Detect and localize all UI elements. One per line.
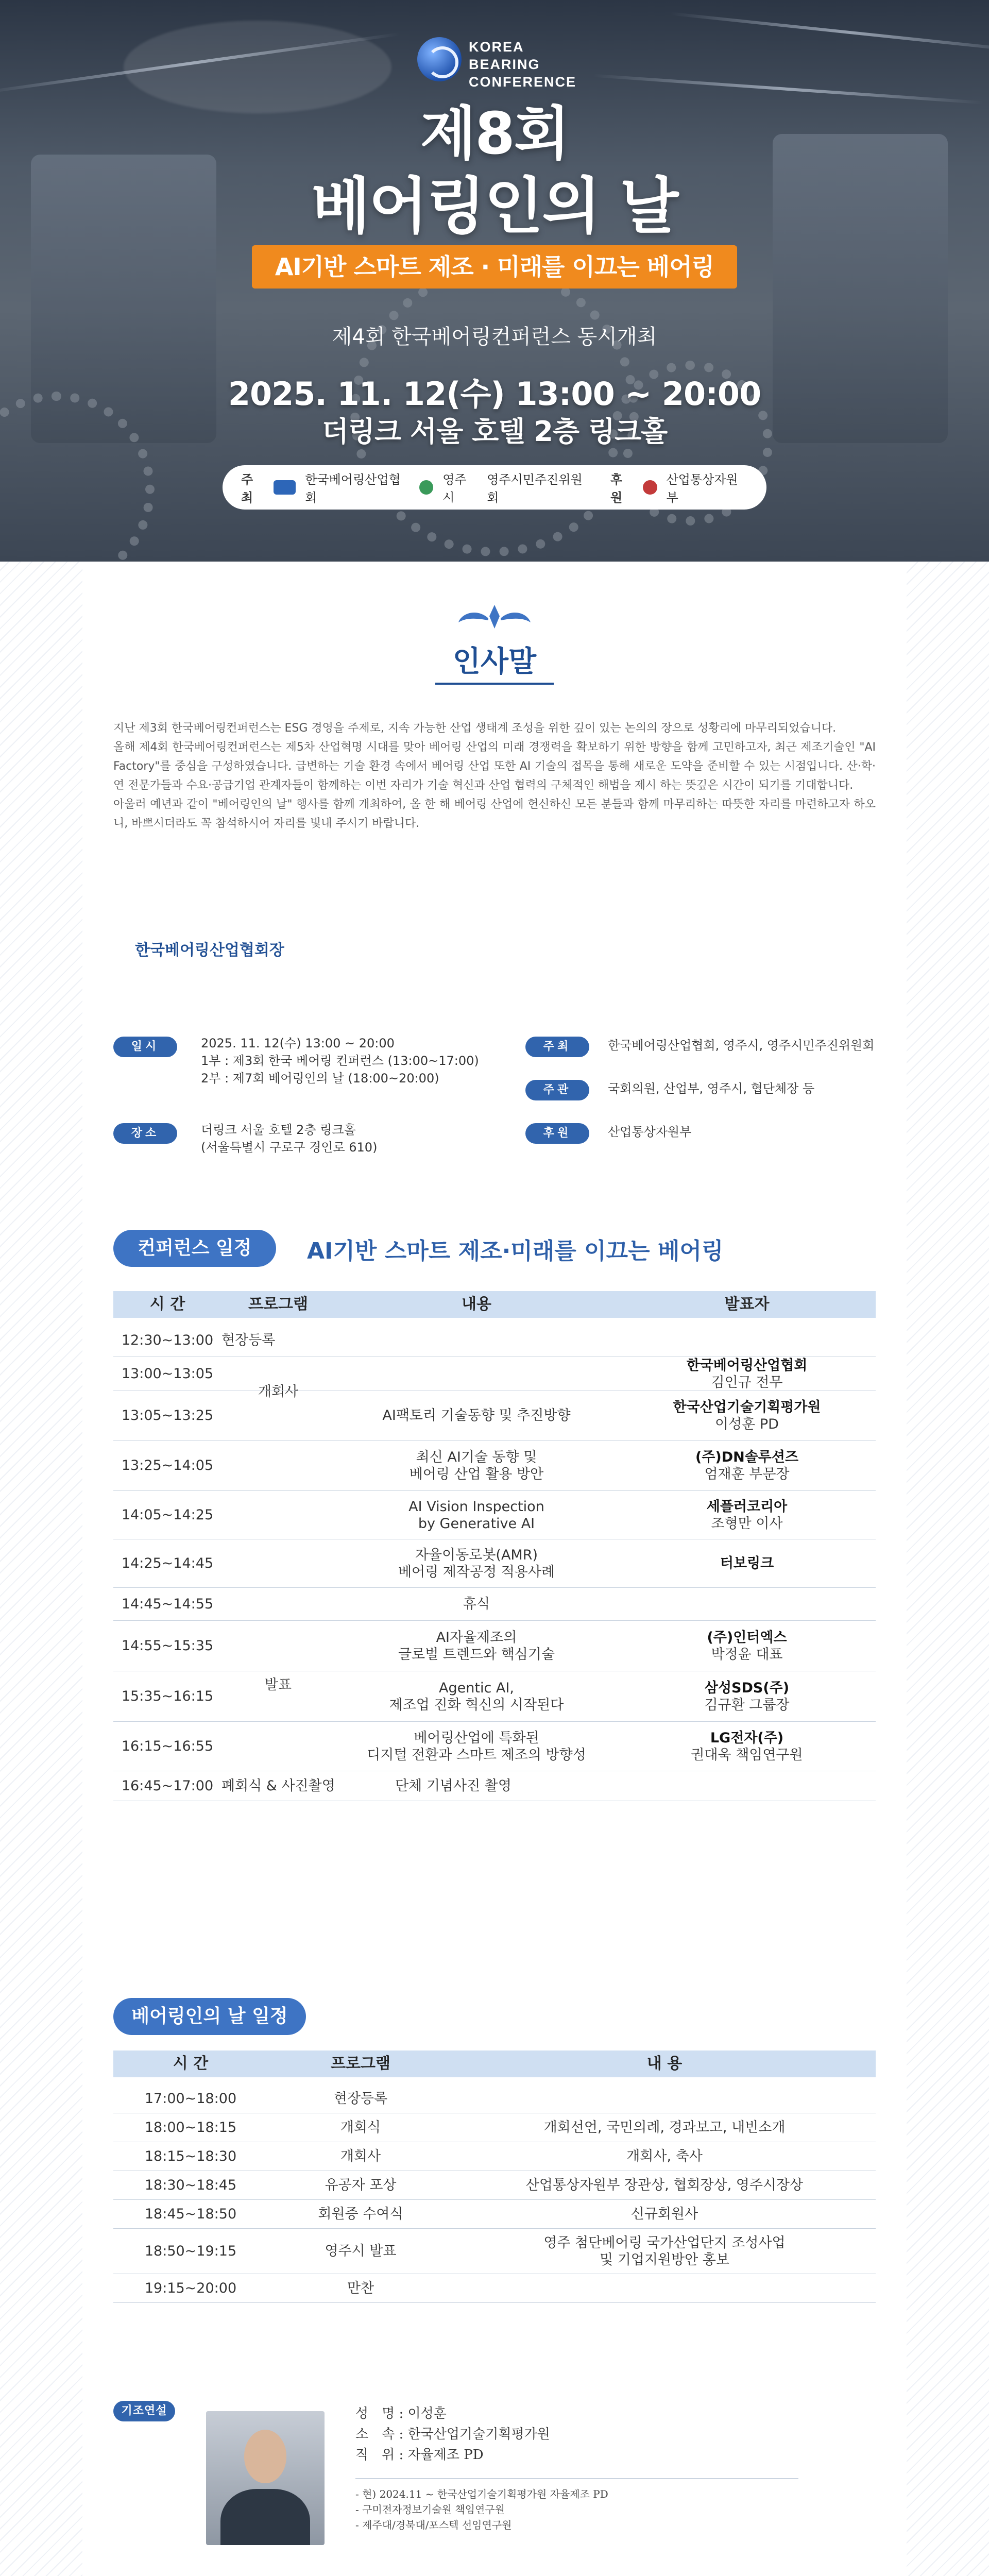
table-row xyxy=(113,2229,876,2274)
row-content: Agentic AI, 제조업 진화 혁신의 시작된다 xyxy=(389,1680,564,1713)
host-bar xyxy=(223,465,766,510)
info-address: (서울특별시 구로구 경인로 610) xyxy=(201,1140,378,1155)
row-speaker xyxy=(618,1440,876,1490)
table-row xyxy=(113,1671,876,1722)
speaker-org: (주)인터엑스 xyxy=(707,1629,787,1646)
row-time: 18:15~18:30 xyxy=(144,2148,237,2164)
table-row xyxy=(113,2113,876,2142)
row-content: 자율이동로봇(AMR) 베어링 제작공정 적용사례 xyxy=(398,1547,555,1580)
table-row xyxy=(113,1324,876,1357)
event-info xyxy=(113,1030,876,1164)
greeting-paragraph: 지난 제3회 한국베어링컨퍼런스는 ESG 경영을 주제로, 지속 가능한 산업 생태계 조성을 위한 깊이 있는 논의의 장으로 성황리에 마무리되었습니다. xyxy=(113,722,837,735)
greeting-title: 인사말 xyxy=(452,645,537,679)
table-row xyxy=(113,1357,876,1391)
row-program: 만찬 xyxy=(347,2280,374,2296)
table-row xyxy=(113,1722,876,1771)
motie-logo-icon xyxy=(643,480,657,495)
speaker-org: (주)DN솔루션즈 xyxy=(695,1449,799,1465)
event-date: 2025. 11. 12(수) 13:00 ~ 20:00 xyxy=(228,375,761,413)
row-content: 신규회원사 xyxy=(630,2206,698,2222)
row-time: 16:15~16:55 xyxy=(121,1738,214,1754)
row-content: AI팩토리 기술동향 및 추진방향 xyxy=(382,1408,571,1423)
row-content: 휴식 xyxy=(463,1596,490,1612)
info-date-part2: 2부 : 제7회 베어링인의 날 (18:00~20:00) xyxy=(201,1071,439,1086)
col-time: 시 간 xyxy=(173,2055,209,2073)
row-time: 14:25~14:45 xyxy=(121,1555,214,1571)
speaker-role: 김규환 그룹장 xyxy=(704,1697,790,1713)
event-title: 베어링인의 날 xyxy=(311,171,678,242)
logo-line-1: KOREA xyxy=(469,39,524,55)
event-venue: 더링크 서울 호텔 2층 링크홀 xyxy=(321,415,668,448)
keynote-label: 기조연설 xyxy=(113,2401,175,2421)
table-row xyxy=(113,1539,876,1588)
speaker-org: LG전자(주) xyxy=(710,1730,784,1746)
row-time: 19:15~20:00 xyxy=(144,2280,237,2296)
col-content: 내용 xyxy=(462,1295,491,1313)
speaker-role: 권대욱 책임연구원 xyxy=(691,1747,803,1763)
speaker-role: 엄재훈 부문장 xyxy=(704,1466,790,1482)
speaker-org: 한국베어링산업협회 xyxy=(686,1357,808,1374)
info-date-part1: 1부 : 제3회 한국 베어링 컨퍼런스 (13:00~17:00) xyxy=(201,1054,479,1068)
row-speaker xyxy=(618,1391,876,1440)
table-row xyxy=(113,1491,876,1539)
row-program: 영주시 발표 xyxy=(325,2243,397,2259)
row-time: 18:30~18:45 xyxy=(144,2177,237,2193)
row-speaker xyxy=(618,1621,876,1671)
keynote-name: 성 명 : 이성훈 xyxy=(355,2406,447,2421)
row-content: 단체 기념사진 촬영 xyxy=(395,1778,511,1794)
program-opening: 개회사 xyxy=(258,1383,299,1400)
table-row xyxy=(113,1771,876,1801)
info-sponsor-label: 후원 xyxy=(525,1123,589,1144)
speaker-role: 이성훈 PD xyxy=(715,1416,779,1432)
sponsor-label: 후원 xyxy=(610,472,623,505)
ornament-icon xyxy=(456,603,533,634)
col-program: 프로그램 xyxy=(331,2055,390,2073)
row-content: AI자율제조의 글로벌 트렌드와 핵심기술 xyxy=(398,1629,555,1663)
row-program: 개회사 xyxy=(340,2148,381,2164)
keynote-photo xyxy=(206,2411,325,2545)
keynote-position: 직 위 : 자율제조 PD xyxy=(355,2447,484,2463)
speaker-org: 세플러코리아 xyxy=(706,1498,788,1515)
row-speaker xyxy=(618,1539,876,1587)
row-speaker xyxy=(618,1491,876,1539)
row-time: 18:45~18:50 xyxy=(144,2206,237,2222)
keynote-org: 소 속 : 한국산업기술기획평가원 xyxy=(355,2427,550,2442)
col-time: 시 간 xyxy=(149,1295,185,1313)
row-speaker xyxy=(618,1722,876,1771)
program-talks: 발표 xyxy=(264,1676,292,1693)
table-row xyxy=(113,1391,876,1440)
keynote-career: - 구미전자정보기술원 책임연구원 xyxy=(355,2503,505,2516)
conference-lead: AI기반 스마트 제조·미래를 이끄는 베어링 xyxy=(307,1238,724,1264)
table-row xyxy=(113,1588,876,1621)
speaker-org: 삼성SDS(주) xyxy=(704,1680,790,1696)
greeting-signature: 한국베어링산업협회장 xyxy=(135,941,284,959)
speaker-org: 터보링크 xyxy=(720,1555,774,1571)
info-host: 한국베어링산업협회, 영주시, 영주시민주진위원회 xyxy=(608,1038,875,1053)
greeting-paragraph: 올해 제4회 한국베어링컨퍼런스는 제5차 산업혁명 시대를 맞아 베어링 산업의 미래 경쟁력을 확보하기 위한 방향을 함께 고민하고자, 최근 제조기술인 "AI Factory"를 중심을 구성하였습니다. 급변하는 기술 환경 속에서 베어링 산업 또한 AI 기술의 접목을 통해 새로운 도약을 준비할 수 있는 시점입니다. 산·학·연 전문가들과 수요·공급기업 관계자들이 함께하는 이번 자리가 기술 혁신과 산업 협력의 구체적인 해법을 제시 하는 뜻깊은 시간이 되기를 기대합니다. xyxy=(113,741,876,792)
table-row xyxy=(113,2142,876,2171)
col-program: 프로그램 xyxy=(248,1295,308,1313)
host-2: 영주시 xyxy=(442,472,467,505)
row-time: 13:00~13:05 xyxy=(121,1366,214,1382)
row-program: 회원증 수여식 xyxy=(318,2206,403,2222)
event-subtitle: AI기반 스마트 제조 · 미래를 이끄는 베어링 xyxy=(252,245,737,289)
row-program: 현장등록 xyxy=(333,2091,388,2107)
row-time: 17:00~18:00 xyxy=(144,2091,237,2107)
conference-table-header xyxy=(113,1291,876,1318)
row-speaker xyxy=(618,1357,876,1391)
row-time: 16:45~17:00 xyxy=(121,1778,214,1794)
info-host-label: 주최 xyxy=(525,1037,589,1057)
col-speaker: 발표자 xyxy=(724,1295,770,1313)
table-row xyxy=(113,2171,876,2200)
row-time: 13:05~13:25 xyxy=(121,1408,214,1423)
col-content: 내 용 xyxy=(646,2055,683,2073)
sponsor-name: 산업통상자원부 xyxy=(666,472,738,505)
row-content: 최신 AI기술 동향 및 베어링 산업 활용 방안 xyxy=(409,1449,544,1482)
row-program: 현장등록 xyxy=(221,1332,276,1348)
speaker-role: 김인규 전무 xyxy=(711,1374,783,1391)
keynote-career: - 제주대/경북대/포스텍 선임연구원 xyxy=(355,2519,512,2531)
info-sponsor: 산업통상자원부 xyxy=(608,1125,692,1139)
row-time: 14:05~14:25 xyxy=(121,1507,214,1523)
row-time: 12:30~13:00 xyxy=(121,1332,214,1348)
logo-line-2: BEARING xyxy=(469,57,540,72)
row-content: 산업통상자원부 장관상, 협회장상, 영주시장상 xyxy=(525,2177,804,2193)
ceremony-section-label: 베어링인의 날 일정 xyxy=(113,1998,306,2035)
greeting-divider xyxy=(435,683,554,685)
hero-banner xyxy=(0,0,989,562)
info-place: 더링크 서울 호텔 2층 링크홀 xyxy=(201,1123,356,1137)
bearing-logo-icon xyxy=(417,37,462,81)
speaker-role: 조형만 이사 xyxy=(711,1515,783,1532)
info-cohost: 국회의원, 산업부, 영주시, 협단체장 등 xyxy=(608,1081,815,1096)
row-time: 14:55~15:35 xyxy=(121,1638,214,1654)
row-content: 개회선언, 국민의례, 경과보고, 내빈소개 xyxy=(543,2120,786,2136)
row-speaker xyxy=(618,1671,876,1721)
row-time: 18:00~18:15 xyxy=(144,2120,237,2136)
row-content: 영주 첨단베어링 국가산업단지 조성사업 및 기업지원방안 홍보 xyxy=(543,2234,786,2268)
host-1: 한국베어링산업협회 xyxy=(305,472,401,505)
speaker-role: 박정윤 대표 xyxy=(711,1646,783,1663)
row-program: 유공자 포상 xyxy=(325,2177,397,2193)
host-label: 주최 xyxy=(241,472,253,505)
conference-line: 제4회 한국베어링컨퍼런스 동시개최 xyxy=(332,325,657,349)
greeting-body xyxy=(113,719,876,833)
info-cohost-label: 주관 xyxy=(525,1080,589,1100)
event-edition: 제8회 xyxy=(420,100,569,167)
info-place-label: 장소 xyxy=(113,1123,177,1144)
row-time: 18:50~19:15 xyxy=(144,2243,237,2259)
row-content: 베어링산업에 특화된 디지털 전환과 스마트 제조의 방향성 xyxy=(367,1730,586,1763)
yeongju-logo-icon xyxy=(419,480,433,495)
ceremony-table-header xyxy=(113,2050,876,2077)
row-time: 14:45~14:55 xyxy=(121,1596,214,1612)
table-row xyxy=(113,2200,876,2229)
row-program: 개회식 xyxy=(340,2120,381,2136)
table-row xyxy=(113,2274,876,2303)
table-row xyxy=(113,1440,876,1491)
row-content: AI Vision Inspection by Generative AI xyxy=(408,1498,544,1532)
greeting-paragraph: 아울러 예년과 같이 "베어링인의 날" 행사를 함께 개최하여, 올 한 해 베어링 산업에 헌신하신 모든 분들과 함께 마무리하는 따뜻한 자리를 마련하고자 하오니, 바쁘시더라도 꼭 참석하시어 자리를 빛내 주시기 바랍니다. xyxy=(113,798,876,830)
speaker-org: 한국산업기술기획평가원 xyxy=(673,1399,821,1415)
conference-section-label: 컨퍼런스 일정 xyxy=(113,1230,276,1267)
row-program: 폐회식 & 사진촬영 xyxy=(221,1778,335,1794)
table-row xyxy=(113,1621,876,1671)
info-date-label: 일시 xyxy=(113,1037,177,1057)
row-content: 개회사, 축사 xyxy=(626,2148,703,2164)
kbia-logo-icon xyxy=(274,480,296,495)
host-3: 영주시민주진위원회 xyxy=(487,472,583,505)
row-time: 13:25~14:05 xyxy=(121,1458,214,1473)
row-time: 15:35~16:15 xyxy=(121,1688,214,1704)
table-row xyxy=(113,2084,876,2113)
logo-line-3: CONFERENCE xyxy=(469,74,577,90)
keynote-career: - 현) 2024.11 ~ 한국산업기술기획평가원 자율제조 PD xyxy=(355,2488,608,2500)
info-date: 2025. 11. 12(수) 13:00 ~ 20:00 xyxy=(201,1036,395,1050)
